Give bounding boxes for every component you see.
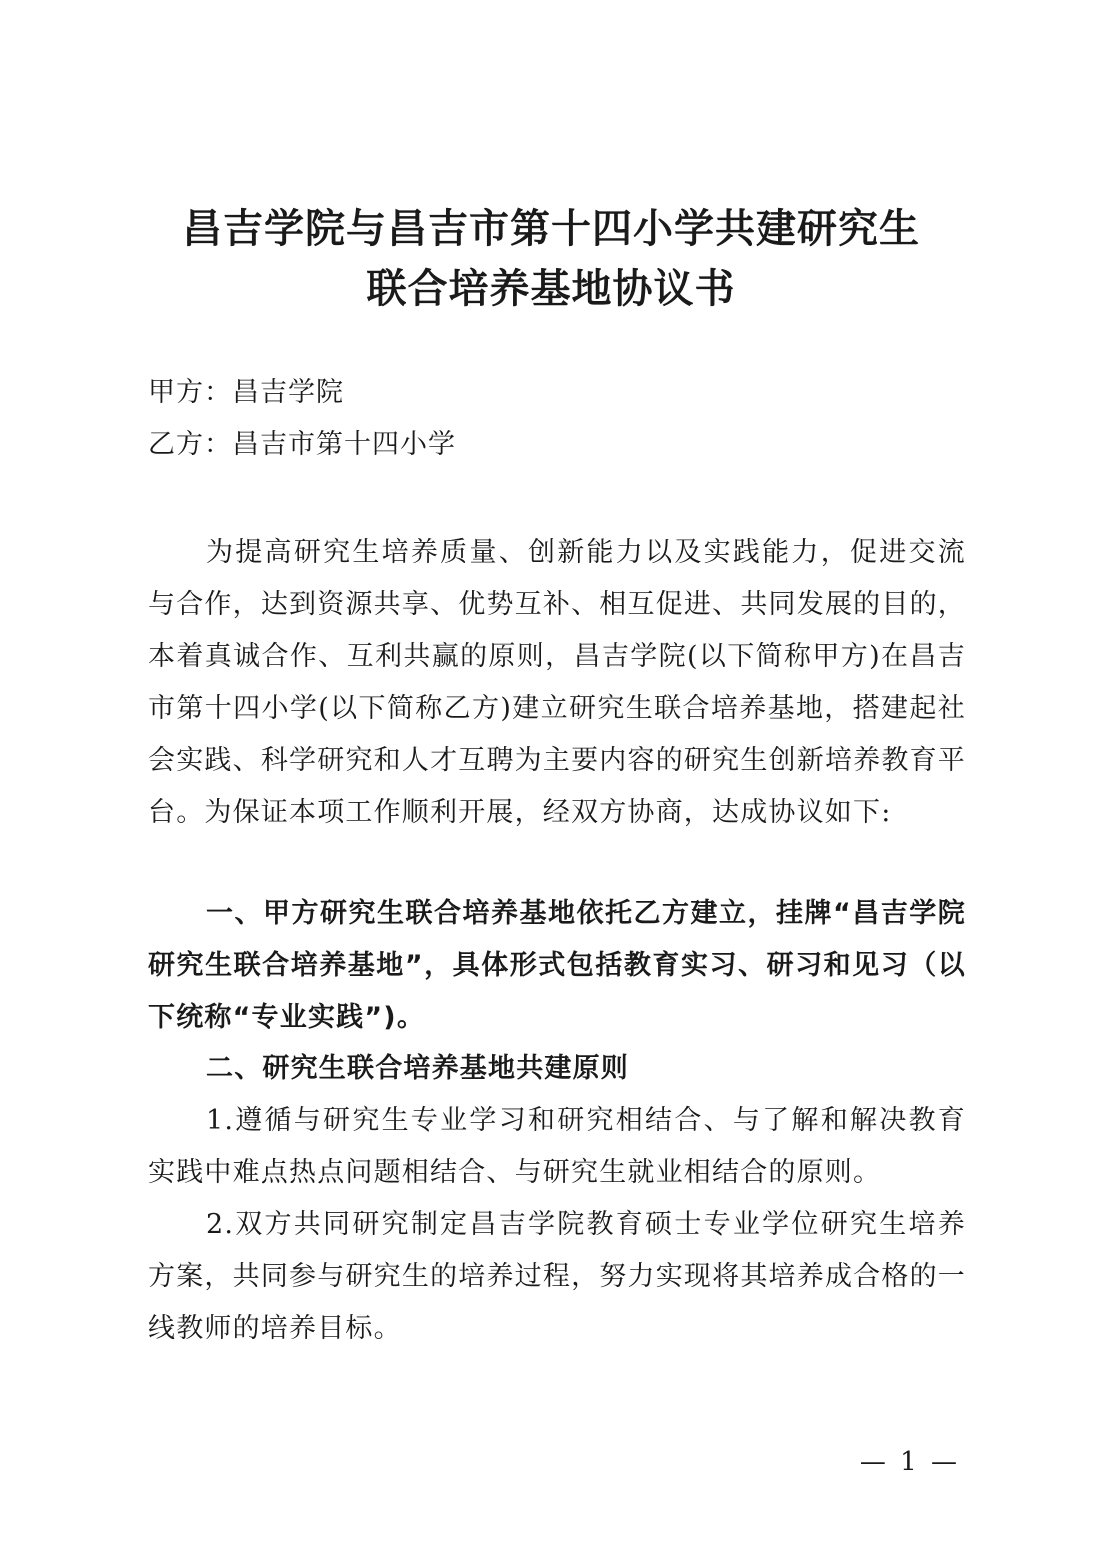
paragraph-intro: 为提高研究生培养质量、创新能力以及实践能力，促进交流与合作，达到资源共享、优势互补、相互促进、共同发展的目的，本着真诚合作、互利共赢的原则，昌吉学院(以下简称甲方)在昌吉市第十四小学(以下简称乙方)建立研究生联合培养基地，搭建起社会实践、科学研究和人才互聘为主要内容的研究生创新培养教育平台。为保证本项工作顺利开展，经双方协商，达成协议如下: bbox=[148, 537, 966, 828]
page-number: — 1 — bbox=[859, 1447, 960, 1477]
paragraph-principle-1: 1.遵循与研究生专业学习和研究相结合、与了解和解决教育实践中难点热点问题相结合、与研究生就业相结合的原则。 bbox=[148, 1105, 966, 1188]
party-b: 乙方：昌吉市第十四小学 bbox=[148, 429, 456, 460]
party-a: 甲方：昌吉学院 bbox=[148, 377, 344, 408]
section-heading-2: 二、研究生联合培养基地共建原则 bbox=[206, 1053, 629, 1084]
paragraph-clause-1: 一、甲方研究生联合培养基地依托乙方建立，挂牌“昌吉学院研究生联合培养基地”，具体形式包括教育实习、研习和见习（以下统称“专业实践”)。 bbox=[148, 898, 966, 1033]
paragraph-principle-2: 2.双方共同研究制定昌吉学院教育硕士专业学位研究生培养方案，共同参与研究生的培养过程，努力实现将其培养成合格的一线教师的培养目标。 bbox=[148, 1209, 966, 1344]
document-title-line-1: 昌吉学院与昌吉市第十四小学共建研究生 bbox=[182, 205, 920, 252]
document-title-line-2: 联合培养基地协议书 bbox=[366, 265, 736, 312]
